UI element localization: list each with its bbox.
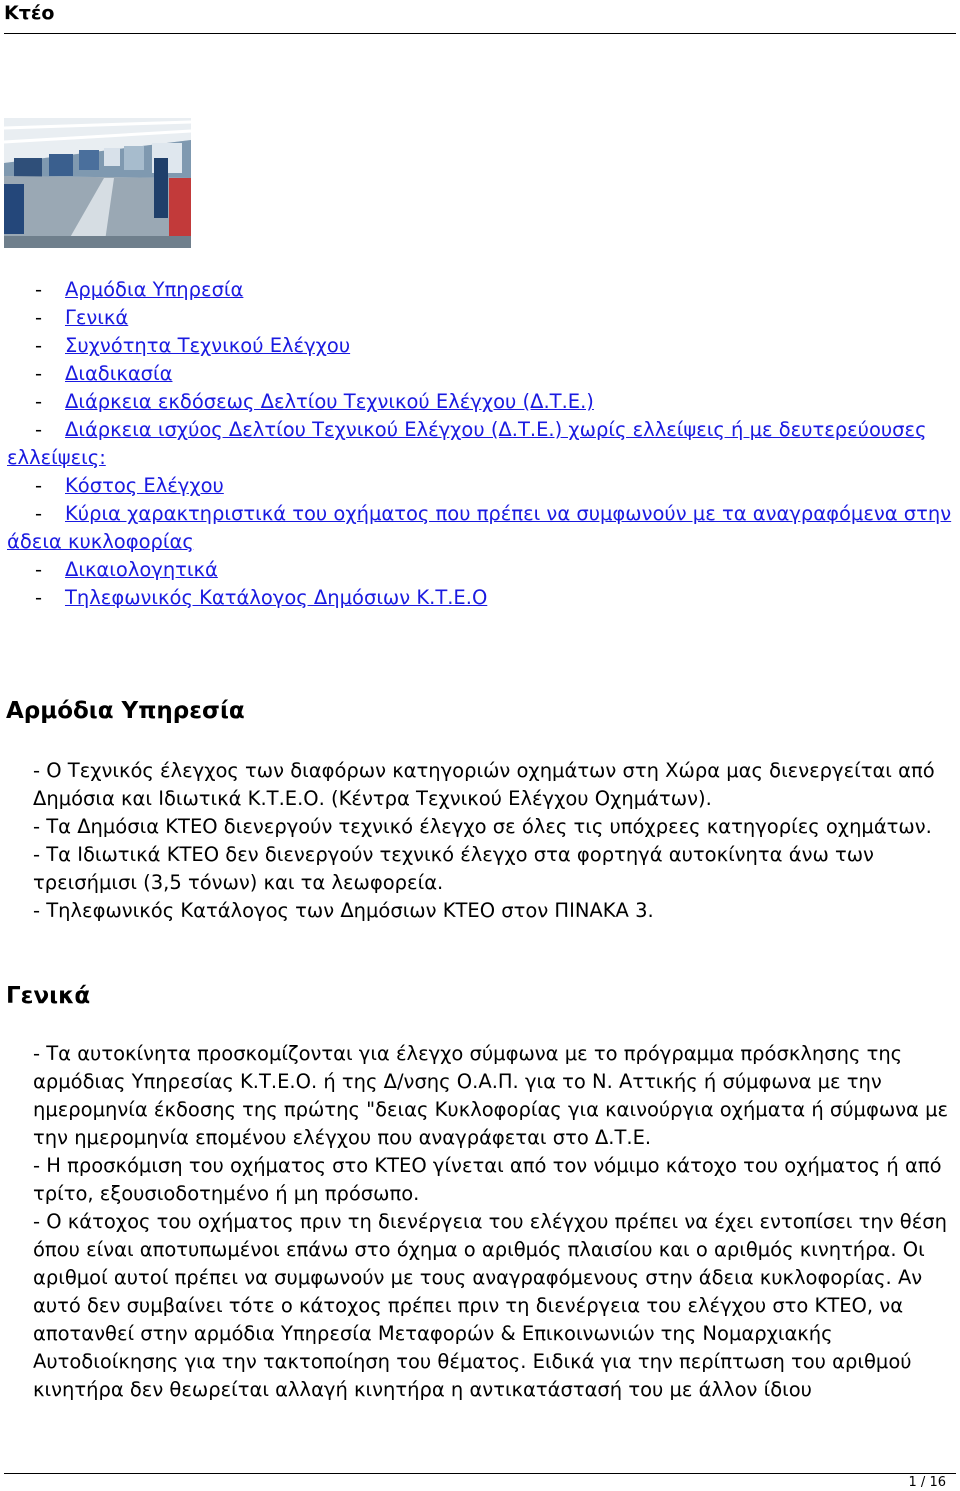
section-heading-agency: Αρμόδια Υπηρεσία: [6, 698, 245, 724]
toc-link-validity[interactable]: Διάρκεια ισχύος Δελτίου Τεχνικού Ελέγχου (Δ.Τ.Ε.) χωρίς ελλείψεις ή με δευτερεύουσες ελλείψεις:: [7, 418, 927, 469]
toc-item: - Αρμόδια Υπηρεσία: [35, 278, 244, 301]
paragraph: - Τηλεφωνικός Κατάλογος των Δημόσιων ΚΤΕΟ στον ΠΙΝΑΚΑ 3.: [33, 899, 654, 922]
paragraph: - Τα αυτοκίνητα προσκομίζονται για έλεγχο σύμφωνα με το πρόγραμμα πρόσκλησης της αρμόδιας Υπηρεσίας Κ.Τ.Ε.Ο. ή της Δ/νσης Ο.Α.Π. για το Ν. Αττικής ή σύμφωνα με την ημερομηνία έκδοσης της πρώτης "δειας Κυκλοφορίας για καινούργια οχήματα ή σύμφωνα με την ημερομηνία επομένου ελέγχου που αναγράφεται στο Δ.Τ.Ε.: [33, 1042, 949, 1149]
toc-item: - Τηλεφωνικός Κατάλογος Δημόσιων Κ.Τ.Ε.Ο: [35, 586, 488, 609]
paragraph: - Τα Δημόσια ΚΤΕΟ διενεργούν τεχνικό έλεγχο σε όλες τις υπόχρεες κατηγορίες οχημάτων.: [33, 815, 932, 838]
toc-item: - Κόστος Ελέγχου: [35, 474, 224, 497]
page-number: 1 / 16: [908, 1475, 946, 1490]
toc-link-cost[interactable]: Κόστος Ελέγχου: [65, 474, 224, 497]
paragraph: - Η προσκόμιση του οχήματος στο ΚΤΕΟ γίνεται από τον νόμιμο κάτοχο του οχήματος ή από τρίτο, εξουσιοδοτημένο ή μη πρόσωπο.: [33, 1154, 942, 1205]
toc-item: - Συχνότητα Τεχνικού Ελέγχου: [35, 334, 351, 357]
footer-divider: [4, 1473, 956, 1474]
toc-link-issue-duration[interactable]: Διάρκεια εκδόσεως Δελτίου Τεχνικού Ελέγχου (Δ.Τ.Ε.): [65, 390, 594, 413]
header-divider: [4, 33, 956, 34]
toc-link-frequency[interactable]: Συχνότητα Τεχνικού Ελέγχου: [65, 334, 351, 357]
toc-link-documents[interactable]: Δικαιολογητικά: [65, 558, 218, 581]
toc-link-general[interactable]: Γενικά: [65, 306, 129, 329]
toc-link-procedure[interactable]: Διαδικασία: [65, 362, 173, 385]
toc-link-agency[interactable]: Αρμόδια Υπηρεσία: [65, 278, 244, 301]
section-heading-general: Γενικά: [6, 983, 91, 1009]
toc-item: - Γενικά: [35, 306, 129, 329]
page-title: Κτέο: [4, 2, 55, 24]
toc-item: - Κύρια χαρακτηριστικά του οχήματος που πρέπει να συμφωνούν με τα αναγραφόμενα στην άδεια κυκλοφορίας: [7, 502, 952, 553]
inspection-hall-photo: [4, 118, 191, 248]
toc-link-vehicle-features[interactable]: Κύρια χαρακτηριστικά του οχήματος που πρέπει να συμφωνούν με τα αναγραφόμενα στην άδεια κυκλοφορίας: [7, 502, 952, 553]
toc-item: - Διάρκεια εκδόσεως Δελτίου Τεχνικού Ελέγχου (Δ.Τ.Ε.): [35, 390, 594, 413]
section-body-agency: [6, 757, 954, 925]
toc-link-phone-directory[interactable]: Τηλεφωνικός Κατάλογος Δημόσιων Κ.Τ.Ε.Ο: [65, 586, 488, 609]
paragraph: - Ο κάτοχος του οχήματος πριν τη διενέργεια του ελέγχου πρέπει να έχει εντοπίσει την θέση όπου είναι αποτυπωμένοι επάνω στο όχημα ο αριθμός πλαισίου και ο αριθμός κινητήρα. Οι αριθμοί αυτοί πρέπει να συμφωνούν με τους αναγραφόμενους στην άδεια κυκλοφορίας. Αν αυτό δεν συμβαίνει τότε ο κάτοχος πρέπει πριν τη διενέργεια του ελέγχου στο ΚΤΕΟ, να αποτανθεί στην αρμόδια Υπηρεσία Μεταφορών & Επικοινωνιών της Νομαρχιακής Αυτοδιοίκησης για την τακτοποίηση του θέματος. Ειδικά για την περίπτωση του αριθμού κινητήρα δεν θεωρείται αλλαγή κινητήρα η αντικατάστασή του με άλλον ίδιου: [33, 1210, 947, 1401]
toc-item: - Διάρκεια ισχύος Δελτίου Τεχνικού Ελέγχου (Δ.Τ.Ε.) χωρίς ελλείψεις ή με δευτερεύουσες ελλείψεις:: [7, 418, 927, 469]
paragraph: - Τα Ιδιωτικά ΚΤΕΟ δεν διενεργούν τεχνικό έλεγχο στα φορτηγά αυτοκίνητα άνω των τρεισήμισι (3,5 τόνων) και τα λεωφορεία.: [33, 843, 874, 894]
toc-item: - Δικαιολογητικά: [35, 558, 218, 581]
table-of-contents: [7, 276, 953, 612]
toc-item: - Διαδικασία: [35, 362, 173, 385]
paragraph: - Ο Τεχνικός έλεγχος των διαφόρων κατηγοριών οχημάτων στη Χώρα μας διενεργείται από Δημόσια και Ιδιωτικά Κ.Τ.Ε.Ο. (Κέντρα Τεχνικού Ελέγχου Οχημάτων).: [33, 759, 935, 810]
section-body-general: [6, 1040, 954, 1404]
